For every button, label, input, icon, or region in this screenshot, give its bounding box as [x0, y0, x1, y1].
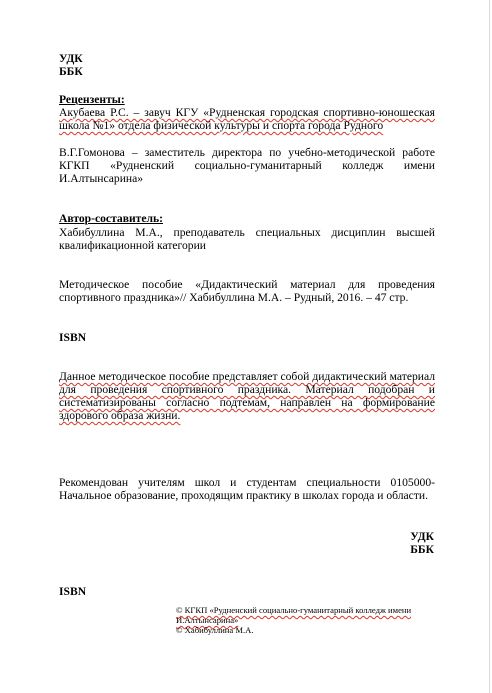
copyright-line-1: © КГКП «Рудненский социально-гуманитарный колледж имени И.Алтынсарина» — [176, 605, 412, 625]
footer-udk-label: УДК — [410, 530, 434, 543]
page-edge — [489, 0, 490, 693]
footer-codes — [410, 530, 434, 556]
isbn-label-bottom: ISBN — [59, 585, 87, 598]
copyright-line-2: © Хабибуллина М.А. — [176, 625, 254, 635]
copyright-block — [176, 605, 426, 635]
abstract: Данное методическое пособие представляет собой дидактический материал для проведения спортивного праздника. Материал подобран и систематизированы согласно подтемам, направлен на формирование здорового образа жизни. — [59, 370, 435, 422]
udk-label: УДК — [59, 52, 83, 65]
udk-bbk-header — [59, 52, 435, 78]
recommendation: Рекомендован учителям школ и студентам специальности 0105000- Начальное образование, проходящим практику в школах города и области. — [59, 476, 435, 502]
author-text: Хабибуллина М.А., преподаватель специальных дисциплин высшей квалификационной категории — [59, 226, 435, 252]
reviewer-1: Акубаева Р.С. – завуч КГУ «Рудненская городская спортивно-юношеская школа №1» отдела физической культуры и спорта города Рудного — [59, 106, 435, 132]
isbn-label: ISBN — [59, 331, 87, 344]
reviewers-heading: Рецензенты: — [59, 93, 125, 106]
reviewer-2: В.Г.Гомонова – заместитель директора по учебно-методической работе КГКП «Рудненский социально-гуманитарный колледж имени И.Алтынсарина» — [59, 146, 435, 185]
author-heading: Автор-составитель: — [59, 212, 163, 225]
bbk-label: ББК — [59, 65, 83, 78]
citation: Методическое пособие «Дидактический материал для проведения спортивного праздника»// Хабибуллина М.А. – Рудный, 2016. – 47 стр. — [59, 278, 435, 304]
footer-bbk-label: ББК — [410, 543, 434, 556]
